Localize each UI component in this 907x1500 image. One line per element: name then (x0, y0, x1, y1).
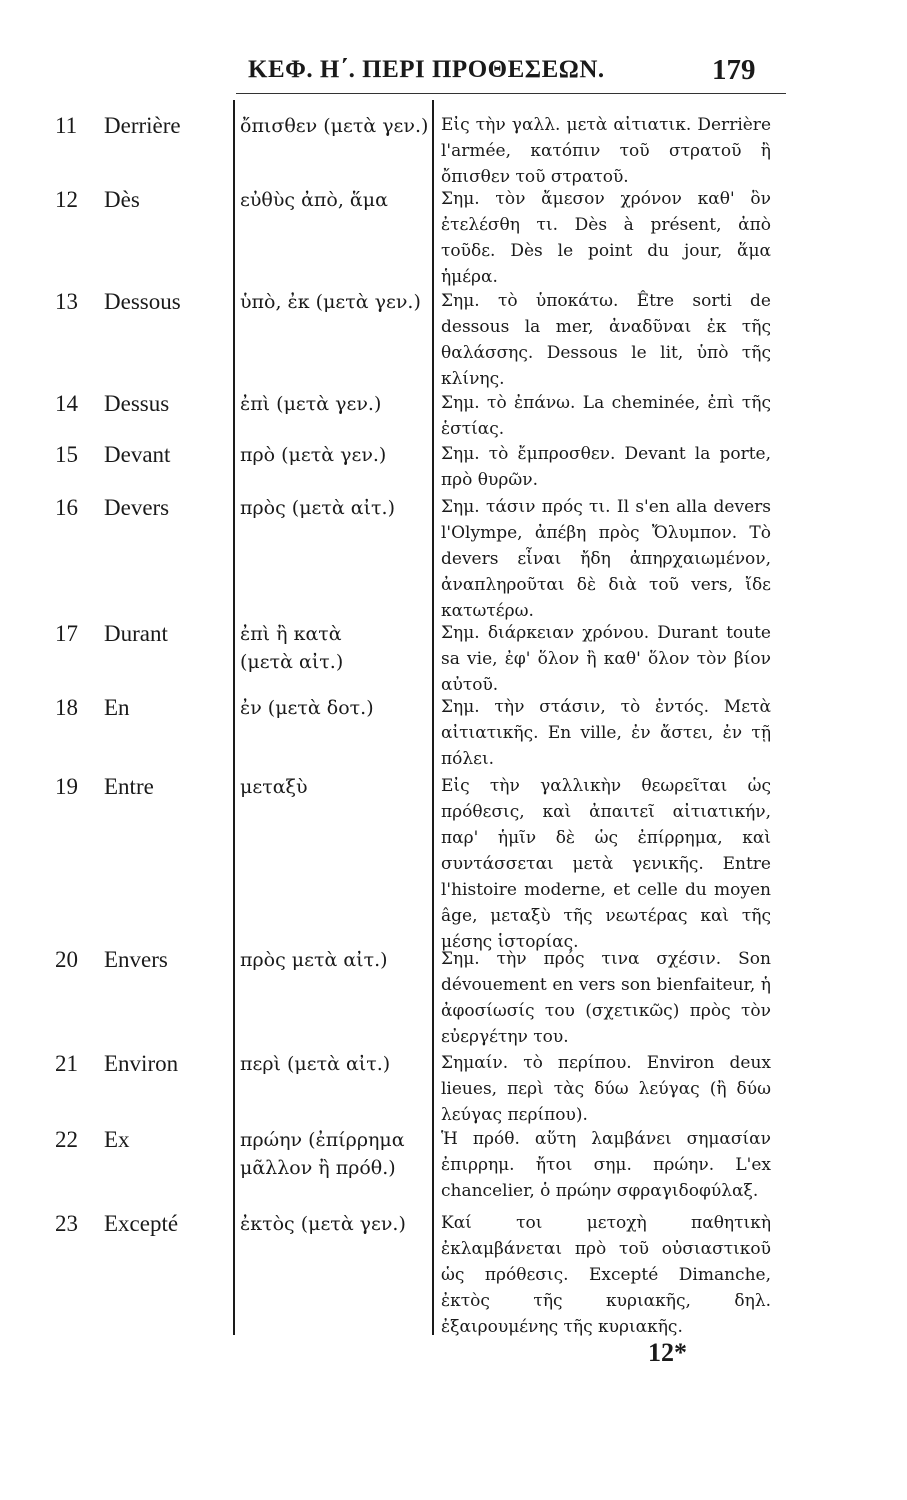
greek-translation: πρὸς (μετὰ αἰτ.) (240, 497, 396, 519)
french-preposition: Environ (104, 1051, 179, 1076)
entry-note: Σημ. τὴν πρός τινα σχέσιν. Son dévouement en vers son bienfaiteur, ἡ ἀφοσίωσίς του (σχετικῶς) πρὸς τὸν εὐεργέτην του. (441, 949, 771, 1047)
entry-number: 16 (55, 495, 78, 520)
french-preposition: Dès (104, 187, 140, 212)
greek-translation: ἐν (μετὰ δοτ.) (240, 697, 374, 719)
greek-translation: μεταξὺ (240, 776, 308, 798)
page-header: ΚΕΦ. Η΄. ΠΕΡΙ ΠΡΟΘΕΣΕΩΝ. (248, 56, 605, 83)
entry-note: Σημ. τὸν ἄμεσον χρόνον καθ' ὃν ἐτελέσθη τι. Dès à présent, ἀπὸ τοῦδε. Dès le point du jour, ἅμα ἡμέρα. (441, 189, 771, 287)
french-preposition: Durant (104, 621, 168, 646)
greek-translation: ὑπὸ, ἐκ (μετὰ γεν.) (240, 291, 421, 313)
entry-number: 15 (55, 442, 78, 467)
entry-note: Ἡ πρόθ. αὕτη λαμβάνει σημασίαν ἐπιρρημ. ἤτοι σημ. πρώην. L'ex chancelier, ὁ πρώην σφραγιδοφύλαξ. (441, 1129, 771, 1201)
french-preposition: Devers (104, 495, 170, 520)
french-preposition: En (104, 695, 130, 720)
greek-translation: περὶ (μετὰ αἰτ.) (240, 1053, 391, 1075)
signature-mark: 12* (648, 1338, 687, 1367)
entry-number: 18 (55, 695, 78, 720)
greek-translation: πρὸ (μετὰ γεν.) (240, 444, 387, 466)
entry-note: Εἰς τὴν γαλλικὴν θεωρεῖται ὡς πρόθεσις, καὶ ἀπαιτεῖ αἰτιατικήν, παρ' ἡμῖν δὲ ὡς ἐπίρρημα, καὶ συντάσσεται μετὰ γενικῆς. Entre l'histoire moderne, et celle du moyen âge, μεταξὺ τῆς νεωτέρας καὶ τῆς μέσης ἱστορίας. (441, 776, 771, 952)
entry-number: 21 (55, 1051, 78, 1076)
french-preposition: Derrière (104, 113, 181, 138)
entry-note: Καί τοι μετοχὴ παθητικὴ ἐκλαμβάνεται πρὸ τοῦ οὐσιαστικοῦ ὡς πρόθεσις. Excepté Dimanche, ἐκτὸς τῆς κυριακῆς, δηλ. ἐξαιρουμένης τῆς κυριακῆς. (441, 1213, 771, 1337)
french-preposition: Dessous (104, 289, 181, 314)
french-preposition: Devant (104, 442, 171, 467)
entry-note: Σημ. τάσιν πρός τι. Il s'en alla devers l'Olympe, ἀπέβη πρὸς Ὄλυμπον. Τὸ devers εἶναι ἤδη ἀπηρχαιωμένον, ἀναπληροῦται δὲ διὰ τοῦ vers, ἴδε κατωτέρω. (441, 497, 771, 621)
entry-number: 23 (55, 1211, 78, 1236)
entry-number: 20 (55, 947, 78, 972)
greek-translation: ἐκτὸς (μετὰ γεν.) (240, 1213, 406, 1235)
greek-translation: ἐπὶ (μετὰ γεν.) (240, 393, 382, 415)
entry-number: 22 (55, 1127, 78, 1152)
entry-number: 13 (55, 289, 78, 314)
french-preposition: Dessus (104, 391, 170, 416)
entry-number: 14 (55, 391, 78, 416)
greek-translation: εὐθὺς ἀπὸ, ἅμα (240, 189, 388, 211)
french-preposition: Ex (104, 1127, 130, 1152)
entry-number: 17 (55, 621, 78, 646)
entry-note: Σημαίν. τὸ περίπου. Environ deux lieues, περὶ τὰς δύω λεύγας (ἢ δύω λεύγας περίπου). (441, 1053, 771, 1125)
entry-note: Σημ. τὴν στάσιν, τὸ ἐντός. Μετὰ αἰτιατικῆς. En ville, ἐν ἄστει, ἐν τῇ πόλει. (441, 697, 771, 769)
french-preposition: Envers (104, 947, 168, 972)
entry-number: 12 (55, 187, 78, 212)
entry-note: Εἰς τὴν γαλλ. μετὰ αἰτιατικ. Derrière l'armée, κατόπιν τοῦ στρατοῦ ἢ ὄπισθεν τοῦ στρατοῦ. (441, 115, 771, 187)
entry-number: 19 (55, 774, 78, 799)
greek-translation: πρώην (ἐπίρρημα μᾶλλον ἢ πρόθ.) (240, 1129, 405, 1179)
greek-translation: πρὸς μετὰ αἰτ.) (240, 949, 388, 971)
column-divider-right (432, 100, 434, 1335)
entry-number: 11 (55, 113, 78, 138)
french-preposition: Excepté (104, 1211, 179, 1236)
greek-translation: ὄπισθεν (μετὰ γεν.) (240, 115, 429, 137)
greek-translation: ἐπὶ ἢ κατὰ (μετὰ αἰτ.) (240, 623, 344, 673)
french-preposition: Entre (104, 774, 154, 799)
entry-note: Σημ. τὸ ὑποκάτω. Être sorti de dessous la mer, ἀναδῦναι ἐκ τῆς θαλάσσης. Dessous le lit, ὑπὸ τῆς κλίνης. (441, 291, 771, 389)
entry-note: Σημ. τὸ ἐπάνω. La cheminée, ἐπὶ τῆς ἑστίας. (441, 393, 771, 439)
header-rule (236, 93, 786, 94)
page-number: 179 (712, 54, 756, 86)
entry-note: Σημ. διάρκειαν χρόνου. Durant toute sa vie, ἐφ' ὅλον ἢ καθ' ὅλον τὸν βίον αὐτοῦ. (441, 623, 771, 695)
entry-note: Σημ. τὸ ἔμπροσθεν. Devant la porte, πρὸ θυρῶν. (441, 444, 771, 490)
